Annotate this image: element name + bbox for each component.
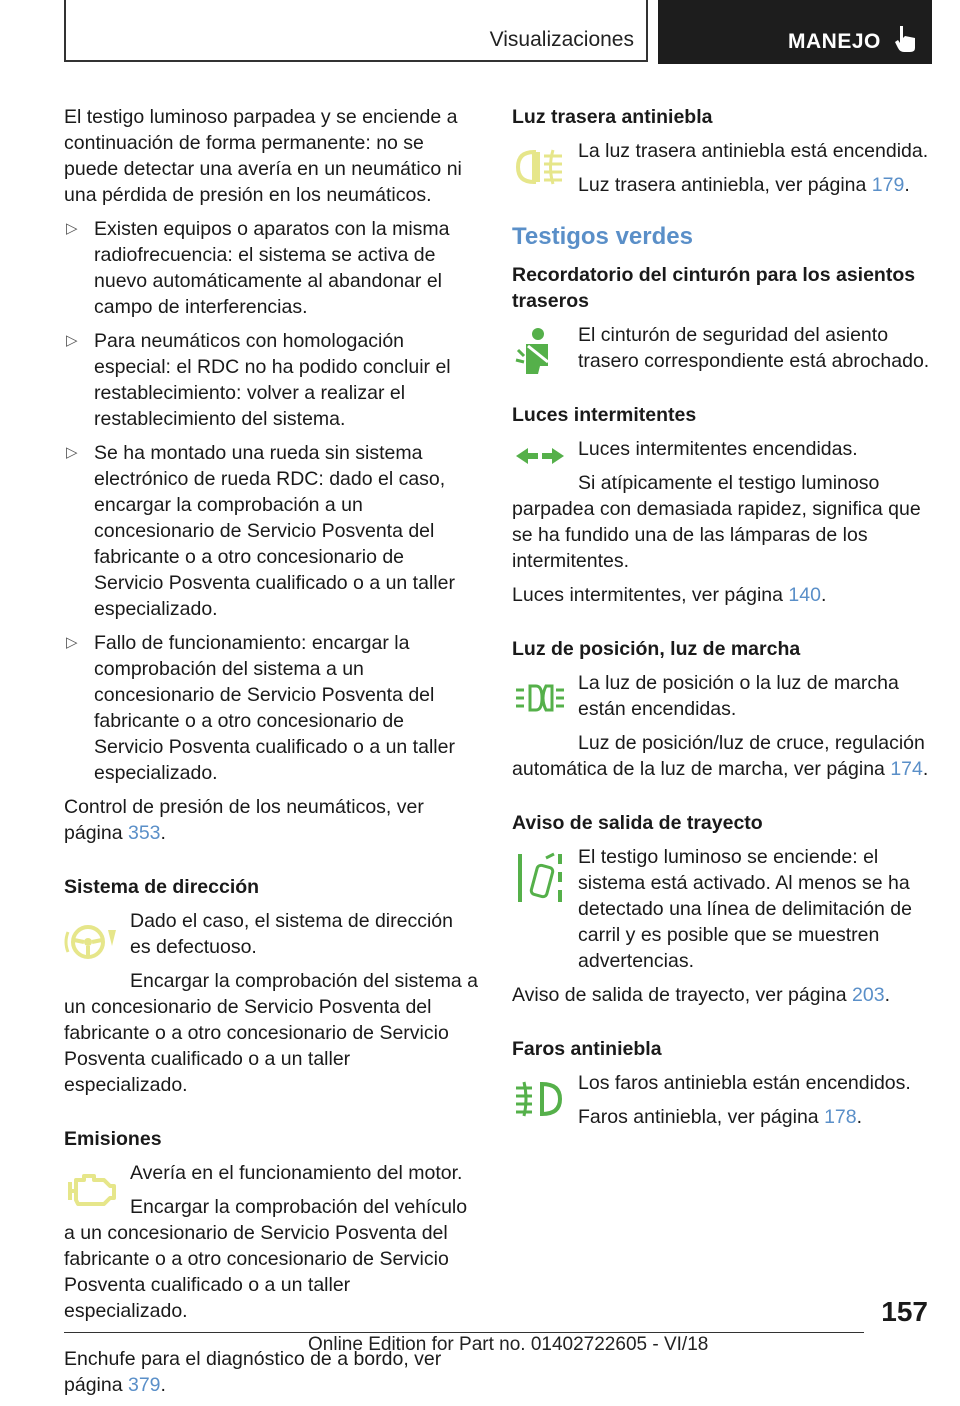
green-indicators-heading: Testigos verdes [512,223,693,250]
steering-warning-icon [64,912,120,962]
position-block [512,670,930,722]
turn-signal-icon [512,440,568,490]
rear-fog-heading: Luz trasera antiniebla [512,106,713,128]
front-fog-text: Los faros antiniebla están encendidos. [578,1072,911,1094]
intro-text: El testigo luminoso parpadea y se enciende a continuación de forma permanente: no se puede detectar una avería en un neumático ni una pérdida de presión en los neumáticos. [64,106,462,206]
page-link-179[interactable]: 179 [871,174,905,196]
position-text-1: La luz de posición o la luz de marcha están encendidas. [578,672,899,720]
turn-reference: Luces intermitentes, ver página 140. [512,584,827,606]
page-link-178[interactable]: 178 [824,1106,857,1128]
lane-departure-icon [512,848,568,908]
page-link-353[interactable]: 353 [127,822,161,844]
section-title: Visualizaciones [489,28,634,51]
list-item: ▷ Para neumáticos con homologación especial: el RDC no ha podido concluir el restablecimiento: volver a realizar el restablecimiento del sistema. [66,330,451,430]
turn-block [512,436,930,462]
position-heading: Luz de posición, luz de marcha [512,638,801,660]
engine-warning-icon [64,1164,120,1214]
belt-block [512,322,930,374]
list-item: ▷ Existen equipos o aparatos con la misma radiofrecuencia: el sistema se activa de nuevo automáticamente al abandonar el campo de interferencias. [66,218,450,318]
turn-text-2: Si atípicamente el testigo luminoso parpadea con demasiada rapidez, significa que se ha fundido una de las lámparas de los intermitentes. [512,472,921,572]
front-fog-reference: Faros antiniebla, ver página 178. [578,1106,863,1128]
belt-text: El cinturón de seguridad del asiento trasero correspondiente está abrochado. [578,324,930,372]
steering-block [64,908,478,960]
triangle-bullet-icon: ▷ [66,332,78,349]
emissions-block [64,1160,478,1186]
emissions-text-1: Avería en el funcionamiento del motor. [130,1162,463,1184]
page-number: 157 [881,1296,928,1327]
turn-text-1: Luces intermitentes encendidas. [578,438,858,460]
belt-heading: Recordatorio del cinturón para los asientos traseros [512,264,916,312]
pointing-hand-icon [894,24,918,54]
rear-fog-block [512,138,930,198]
bullet-list [64,216,478,786]
steering-heading: Sistema de dirección [64,876,260,898]
triangle-bullet-icon: ▷ [66,220,78,237]
left-column [64,104,478,1406]
lane-text-1: El testigo luminoso se enciende: el sistema está activado. Al menos se ha detectado una línea de delimitación de carril y es posible que se muestren advertencias. [578,846,912,972]
page-link-203[interactable]: 203 [852,984,885,1006]
lane-reference: Aviso de salida de trayecto, ver página 203. [512,984,890,1006]
seatbelt-icon [512,326,568,376]
turn-heading: Luces intermitentes [512,404,697,426]
rear-fog-reference: Luz trasera antiniebla, ver página 179. [578,174,910,196]
emissions-text-2: Encargar la comprobación del vehículo a un concesionario de Servicio Posventa del fabricante o a otro concesionario de Servicio Posventa cualificado o a un taller especializado. [64,1196,468,1322]
lane-heading: Aviso de salida de trayecto [512,812,763,834]
chapter-title: MANEJO [788,30,881,53]
position-light-icon [512,674,568,724]
lane-block [512,844,930,974]
right-column [512,104,930,1138]
front-fog-heading: Faros antiniebla [512,1038,662,1060]
list-item: ▷ Se ha montado una rueda sin sistema electrónico de rueda RDC: dado el caso, encargar la comprobación a un concesionario de Servicio Posventa del fabricante o a otro concesionario de Servicio Posventa cualificado o a un taller especializado. [66,442,455,620]
chapter-tab [658,0,932,64]
rear-fog-text: La luz trasera antiniebla está encendida. [578,140,929,162]
page-link-174[interactable]: 174 [890,758,923,780]
emissions-heading: Emisiones [64,1128,162,1150]
steering-text-1: Dado el caso, el sistema de dirección es defectuoso. [130,910,453,958]
triangle-bullet-icon: ▷ [66,444,78,461]
page-link-379[interactable]: 379 [127,1374,161,1396]
page-link-140[interactable]: 140 [788,584,821,606]
front-fog-light-icon [512,1074,568,1124]
section-tab [64,0,648,62]
obd-reference: Enchufe para el diagnóstico de a bordo, ver página 379. [64,1348,442,1396]
footer-text: Online Edition for Part no. 01402722605 - VI/18 [308,1334,709,1355]
footer-divider [64,1332,864,1333]
triangle-bullet-icon: ▷ [66,634,78,651]
rear-fog-light-icon [512,142,568,192]
front-fog-block [512,1070,930,1130]
steering-text-2: Encargar la comprobación del sistema a un concesionario de Servicio Posventa del fabricante o a otro concesionario de Servicio Posventa cualificado o a un taller especializado. [64,970,478,1096]
page-header [64,0,932,66]
list-item: ▷ Fallo de funcionamiento: encargar la comprobación del sistema a un concesionario de Servicio Posventa del fabricante o a otro concesionario de Servicio Posventa cualificado o a un taller especializado. [66,632,455,784]
position-reference: Luz de posición/luz de cruce, regulación automática de la luz de marcha, ver página 174. [512,732,929,780]
rdc-reference: Control de presión de los neumáticos, ver página 353. [64,796,424,844]
